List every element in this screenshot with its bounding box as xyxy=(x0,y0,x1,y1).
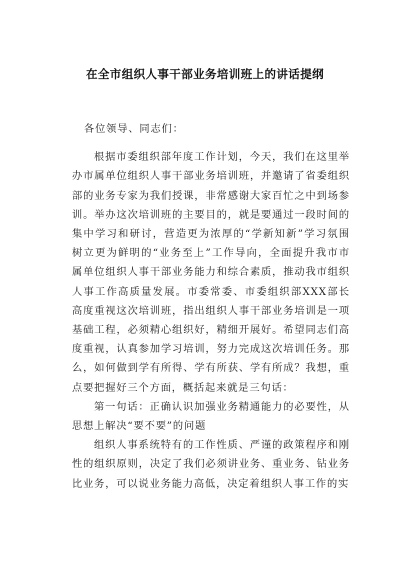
paragraph-first-point-heading: 第一句话：正确认识加强业务精通能力的必要性，从思想上解决“要不要”的问题 xyxy=(72,401,350,433)
paragraph-first-point-body: 组织人事系统特有的工作性质、严谨的政策程序和刚性的组织原则，决定了我们必须讲业务、重业务、钻业务比业务，可以说业务能力高低，决定着组织人事工作的实 xyxy=(72,440,350,490)
salutation: 各位领导、同志们： xyxy=(84,124,184,135)
document-title: 在全市组织人事干部业务培训班上的讲话提纲 xyxy=(86,67,324,81)
paragraph-intro: 根据市委组织部年度工作计划，今天，我们在这里举办市属单位组织人事干部业务培训班，并邀请了省委组织部的业务专家为我们授课，非常感谢大家百忙之中到场参训。举办这次培训班的主要目的，就是要通过一段时间的集中学习和研讨，营造更为浓厚的“学新知新”学习氛围树立更为鲜明的“业务至上”工作导向，全面提升我市市属单位组织人事干部业务能力和综合素质，推动我市组织人事工作高质量发展。市委常委、市委组织部XXX部长高度重视这次培训班，指出组织人事干部业务培训是一项基础工程，必须精心组织好，精细开展好。希望同志们高度重视，认真参加学习培训，努力完成这次培训任务。那么，如何做到学有所得、学有所获、学有所成？我想，重点要把握好三个方面，概括起来就是三句话： xyxy=(72,152,350,394)
document-body xyxy=(72,120,350,494)
